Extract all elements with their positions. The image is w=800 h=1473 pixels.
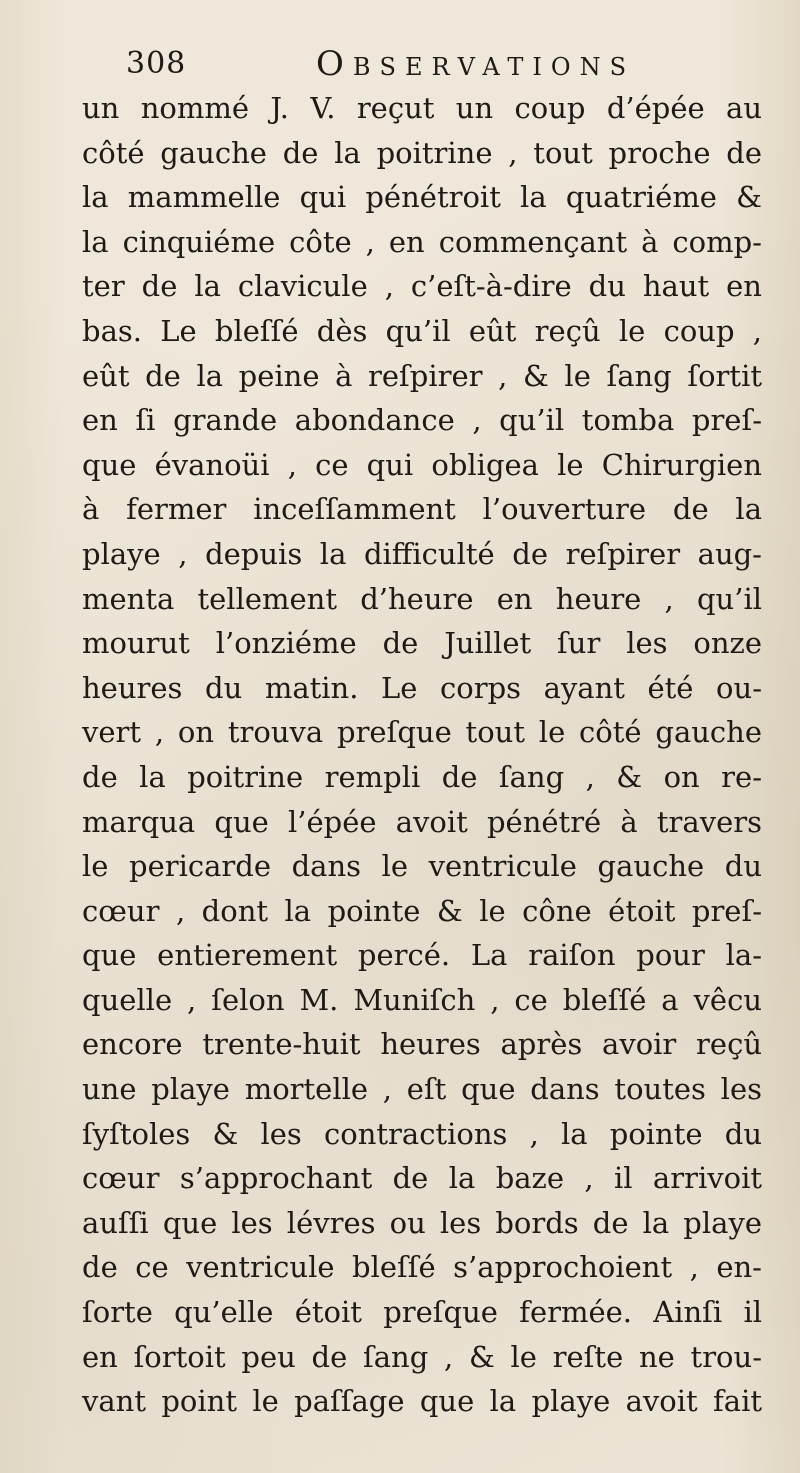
text-line: auſſi que les lévres ou les bords de la playe xyxy=(82,1205,762,1240)
text-line: le pericarde dans le ventricule gauche du xyxy=(82,849,762,884)
text-line: encore trente-huit heures après avoir reçû xyxy=(82,1027,762,1062)
page-number: 308 xyxy=(126,46,187,81)
text-line: en ſortoit peu de ſang , & le reſte ne trou- xyxy=(82,1339,762,1374)
text-line: heures du matin. Le corps ayant été ou- xyxy=(82,670,762,705)
text-line: mourut l’onziéme de Juillet ſur les onze xyxy=(82,626,762,661)
text-line: marqua que l’épée avoit pénétré à travers xyxy=(82,804,762,839)
text-line: que évanoüi , ce qui obligea le Chirurgien xyxy=(82,447,762,482)
text-line: ſorte qu’elle étoit preſque fermée. Ainſi il xyxy=(82,1295,762,1330)
text-line: la cinquiéme côte , en commençant à comp- xyxy=(82,224,762,259)
body-text xyxy=(82,86,762,1424)
text-line: ſyſtoles & les contractions , la pointe du xyxy=(82,1116,762,1151)
text-line: côté gauche de la poitrine , tout proche de xyxy=(82,135,762,170)
text-line: la mammelle qui pénétroit la quatriéme & xyxy=(82,180,762,215)
text-line: menta tellement d’heure en heure , qu’il xyxy=(82,581,762,616)
text-line: en ſi grande abondance , qu’il tomba preſ- xyxy=(82,403,762,438)
text-line: vert , on trouva preſque tout le côté gauche xyxy=(82,715,762,750)
text-line: bas. Le bleſſé dès qu’il eût reçû le coup , xyxy=(82,313,762,348)
text-line: eût de la peine à reſpirer , & le ſang ſortit xyxy=(82,358,762,393)
text-line: cœur s’approchant de la baze , il arrivoit xyxy=(82,1161,762,1196)
text-line: ter de la clavicule , c’eſt-à-dire du haut en xyxy=(82,269,762,304)
text-line: une playe mortelle , eſt que dans toutes les xyxy=(82,1072,762,1107)
page-header xyxy=(118,40,738,92)
text-line: à fermer inceſſamment l’ouverture de la xyxy=(82,492,762,527)
text-line: quelle , ſelon M. Muniſch , ce bleſſé a vêcu xyxy=(82,982,762,1017)
text-line: de la poitrine rempli de ſang , & on re- xyxy=(82,759,762,794)
running-title: Observations xyxy=(316,44,636,84)
text-line: cœur , dont la pointe & le cône étoit preſ- xyxy=(82,893,762,928)
text-line: un nommé J. V. reçut un coup d’épée au xyxy=(82,91,762,125)
text-line: playe , depuis la difficulté de reſpirer aug- xyxy=(82,536,762,571)
text-line: de ce ventricule bleſſé s’approchoient , en- xyxy=(82,1250,762,1285)
text-line: que entierement percé. La raiſon pour la- xyxy=(82,938,762,973)
text-line: vant point le paſſage que la playe avoit fait xyxy=(82,1384,762,1419)
